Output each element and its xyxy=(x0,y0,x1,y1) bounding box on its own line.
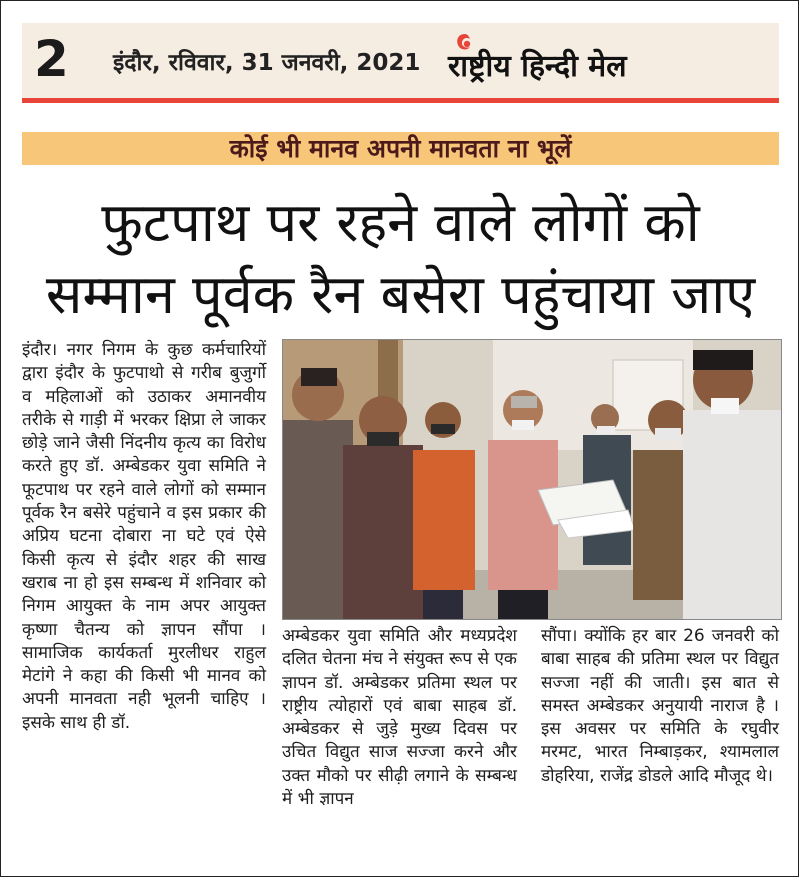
page-number: 2 xyxy=(34,30,69,88)
headline-line-1: फुटपाथ पर रहने वाले लोगों को xyxy=(101,191,700,254)
article-column-left xyxy=(22,339,266,862)
brand-name: राष्ट्रीय हिन्दी मेल xyxy=(448,49,627,84)
headline-line-2: सम्मान पूर्वक रैन बसेरा पहुंचाया जाए xyxy=(45,263,756,326)
headline xyxy=(22,187,779,331)
dateline: इंदौर, रविवार, 31 जनवरी, 2021 xyxy=(113,50,421,76)
article-column-middle xyxy=(282,625,517,862)
article-text-middle: अम्बेडकर युवा समिति और मध्यप्रदेश दलित चेतना मंच ने संयुक्त रूप से एक ज्ञापन डॉ. अम्बेडकर प्रतिमा स्थल पर राष्ट्रीय त्योहारों एवं बाबा साहब डॉ. अम्बेडकर से जुड़े मुख्य दिवस पर उचित विद्युत साज सज्जा करने और उक्त मौको पर सीढ़ी लगाने के सम्बन्ध में भी ज्ञापन xyxy=(282,626,517,810)
kicker-strap: कोई भी मानव अपनी मानवता ना भूलें xyxy=(22,132,779,165)
news-photo xyxy=(282,339,782,620)
article-text-right: सौंपा। क्योंकि हर बार 26 जनवरी को बाबा साहब की प्रतिमा स्थल पर विद्युत सज्जा नहीं की जाती। इस बात से समस्त अम्बेडकर अनुयायी नाराज है । इस अवसर पर समिति के रघुवीर मरमट, भारत निम्बाड़कर, श्यामलाल डोहरिया, राजेंद्र डोडले आदि मौजूद थे। xyxy=(541,626,779,786)
group-photo-image xyxy=(283,340,781,619)
masthead-rule xyxy=(22,98,779,103)
newspaper-brand xyxy=(448,29,748,95)
article-column-right xyxy=(541,625,779,862)
article-text-left: इंदौर। नगर निगम के कुछ कर्मचारियों द्वारा इंदौर के फुटपाथो से गरीब बुजुर्गो व महिलाओं को उठाकर अमानवीय तरीके से गाड़ी में भरकर क्षिप्रा ले जाकर छोड़े जाने जैसी निंदनीय कृत्य का विरोध करते हुए डॉ. अम्बेडकर युवा समिति ने फूटपाथ पर रहने वाले लोगों को सम्मान पूर्वक रैन बसेरे पहुंचाने व इस प्रकार की अप्रिय घटना दोबारा ना घटे एवं ऐसे किसी कृत्य से इंदौर शहर की साख खराब ना हो इस सम्बन्ध में शनिवार को निगम आयुक्त के नाम अपर आयुक्त कृष्णा चैतन्य को ज्ञापन सौंपा । सामाजिक कार्यकर्ता मुरलीधर राहुल मेटांगे ने कहा की किसी भी मानव को अपनी मानवता नही भूलनी चाहिए । इसके साथ ही डॉ. xyxy=(22,340,266,733)
